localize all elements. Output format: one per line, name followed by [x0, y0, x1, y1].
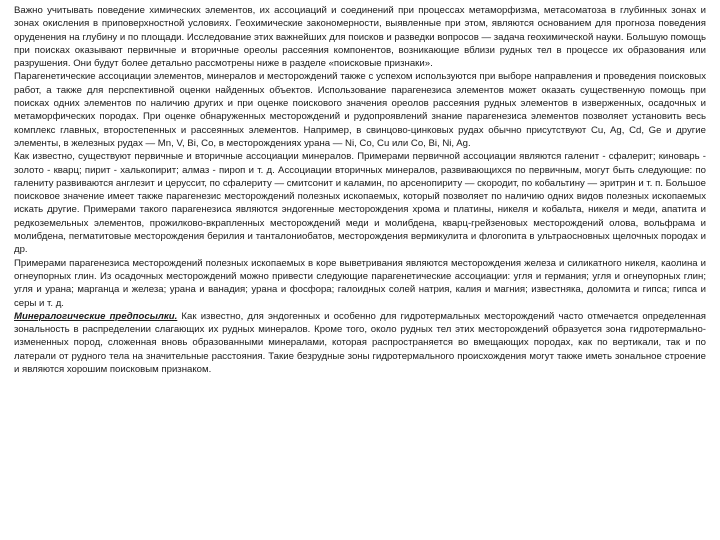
paragraph-mineral-associations: Как известно, существуют первичные и вторичные ассоциации минералов. Примерами первичной ассоциации являются галенит - сфалерит; киноварь - золото - кварц; пирит - халькопирит; алмаз - пироп и т. д. Ассоциации вторичных минералов, развивающихся по первичным, могут быть следующие: по галениту развиваются англезит и церуссит, по сфалериту — смитсонит и каламин, по арсенопириту — скородит, по кобальтину — эритрин и т. п. Большое поисковое значение имеет также парагенезис месторождений полезных ископаемых, который позволяет по наличию одних видов полезных ископаемых искать другие. Примерами такого парагенезиса являются эндогенные месторождения хрома и платины, никеля и кобальта, никеля и меди, апатита и редкоземельных элементов, прожилково-вкрапленных месторождений меди и молибдена, кварц-грейзеновых месторождений олова, вольфрама и молибдена, пегматитовые месторождения берилия и танталониобатов, месторождения вермикулита и флогопита в ультраосновных щелочных породах и др. — [14, 151, 706, 256]
paragraph-mineralogical — [14, 310, 706, 376]
document-text — [14, 4, 706, 376]
mineralogical-lead: Минералогические предпосылки. — [14, 310, 178, 322]
paragraph-element-associations: Парагенетические ассоциации элементов, минералов и месторождений также с успехом используются при выборе направления и проведения поисковых работ, а также для перспективной оценки найденных объектов. Использование парагенезиса элементов может оказать существенную помощь при поисках одних элементов по наличию других и при оценке поискового значения ореолов рассеяния рудных элементов в изверженных, осадочных и метаморфических породах. При оценке обнаруженных месторождений и рудопроявлений знание парагенезиса элементов позволяет установить весь комплекс главных, второстепенных и рассеянных элементов. Например, в свинцово-цинковых рудах обычно присутствуют Cu, Ag, Cd, Ge и другие элементы, в железных рудах — Mn, V, Bi, Co, в месторождениях урана — Ni, Co, Cu или Co, Bi, Ni, Ag. — [14, 71, 706, 149]
paragraph-weathering-deposits: Примерами парагенезиса месторождений полезных ископаемых в коре выветривания являются месторождения железа и силикатного никеля, каолина и огнеупорных глин. Из осадочных месторождений можно привести следующие парагенетические ассоциации: угля и германия; угля и огнеупорных глин; угля и урана; марганца и железа; урана и ванадия; урана и фосфора; галоидных солей натрия, калия и магния; известняка, доломита и гипса; гипса и серы и т. д. — [14, 257, 706, 309]
paragraph-geochemistry: Важно учитывать поведение химических элементов, их ассоциаций и соединений при процессах метаморфизма, метасоматоза в глубинных зонах и зонах окисления в приповерхностной условиях. Геохимические закономерности, выявленные при этом, являются основанием для прогноза поведения оруденения на глубину и по площади. Исследование этих важнейших для поисков и разведки вопросов — задача геохимической науки. Большую помощь при поисках оказывают первичные и вторичные ореолы рассеяния компонентов, возникающие вблизи рудных тел в процессе их образования или разрушения. Они будут более детально рассмотрены ниже в разделе «поисковые признаки». — [14, 5, 706, 70]
mineralogical-body: Как известно, для эндогенных и особенно для гидротермальных месторождений часто отмечается определенная зональность в распределении слагающих их рудных минералов. Кроме того, около рудных тел этих месторождений образуется зона гидротермально-измененных пород, сложенная вновь образованными минералами, которая распространяется во вмещающих породах, как по вертикали, так и по латерали от рудного тела на значительные расстояния. Такие безрудные зоны гидротермального происхождения могут также иметь зональное строение и являются хорошим поисковым признаком. — [14, 310, 706, 376]
